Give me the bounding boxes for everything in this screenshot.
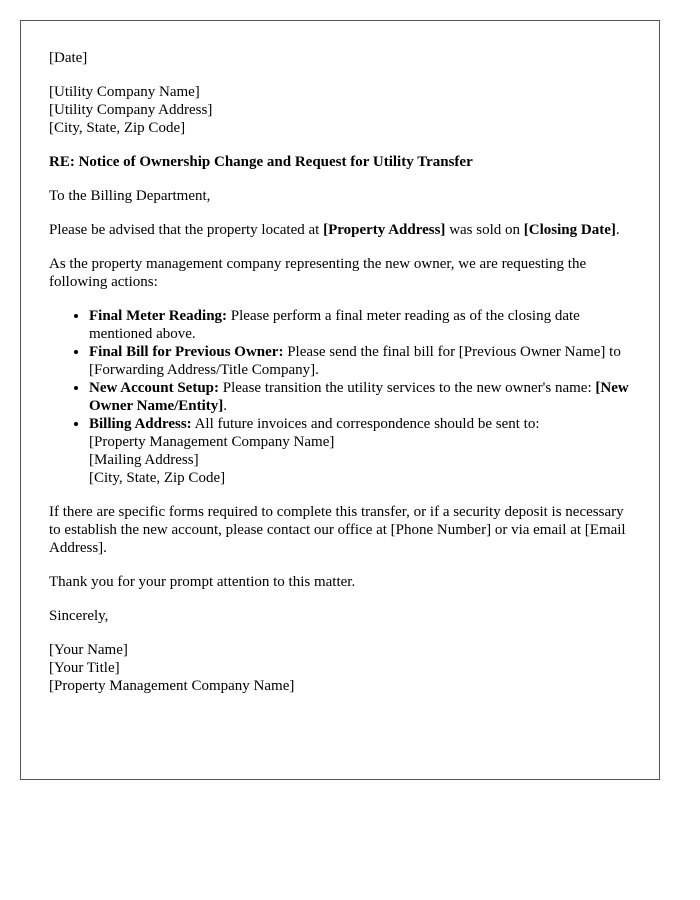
letter-date: [Date] — [49, 50, 88, 66]
closing-date: [Closing Date] — [523, 222, 616, 238]
intro-text-1: Please be advised that the property located at — [49, 222, 324, 238]
action-text: Please perform a final meter reading as of the closing date mentioned above. — [89, 308, 580, 342]
action-title: New Account Setup: — [89, 380, 219, 396]
action-text: Please send the final bill for [Previous Owner Name] to [Forwarding Address/Title Company]. — [89, 344, 621, 378]
thanks-paragraph: Thank you for your prompt attention to this matter. — [49, 574, 356, 590]
billing-address-city-state-zip: [City, State, Zip Code] — [89, 470, 226, 486]
action-item-new-account — [89, 379, 631, 415]
action-item-meter-reading — [89, 307, 631, 343]
property-address: [Property Address] — [323, 222, 446, 238]
intro-text-3: . — [615, 222, 620, 238]
salutation: To the Billing Department, — [49, 188, 211, 204]
recipient-block — [49, 83, 631, 137]
signature-company: [Property Management Company Name] — [49, 678, 295, 694]
recipient-city-state-zip: [City, State, Zip Code] — [49, 120, 186, 136]
request-intro: As the property management company representing the new owner, we are requesting the following actions: — [49, 256, 587, 290]
action-title: Final Bill for Previous Owner: — [89, 344, 284, 360]
subject-text: RE: Notice of Ownership Change and Request for Utility Transfer — [49, 154, 473, 170]
action-text: All future invoices and correspondence should be sent to: — [191, 416, 540, 432]
new-owner-name: [New Owner Name/Entity] — [89, 380, 629, 414]
action-title: Final Meter Reading: — [89, 308, 228, 324]
action-text-after: . — [223, 398, 228, 414]
subject-line — [49, 153, 631, 171]
action-title: Billing Address: — [89, 416, 192, 432]
intro-text-2: was sold on — [445, 222, 524, 238]
recipient-name: [Utility Company Name] — [49, 84, 200, 100]
action-text: Please transition the utility services to the new owner's name: — [219, 380, 596, 396]
billing-address-company: [Property Management Company Name] — [89, 434, 335, 450]
signature-block — [49, 641, 631, 695]
signature-name: [Your Name] — [49, 642, 128, 658]
action-item-final-bill — [89, 343, 631, 379]
letter-page — [20, 20, 660, 780]
signature-title: [Your Title] — [49, 660, 120, 676]
intro-paragraph — [49, 221, 631, 239]
billing-address-mailing: [Mailing Address] — [89, 452, 199, 468]
action-item-billing-address — [89, 415, 631, 487]
recipient-address: [Utility Company Address] — [49, 102, 213, 118]
closing: Sincerely, — [49, 608, 109, 624]
actions-list — [49, 307, 631, 487]
contact-paragraph: If there are specific forms required to complete this transfer, or if a security deposit is necessary to establish the new account, please contact our office at [Phone Number] or via email at [Email Address]. — [49, 504, 626, 556]
